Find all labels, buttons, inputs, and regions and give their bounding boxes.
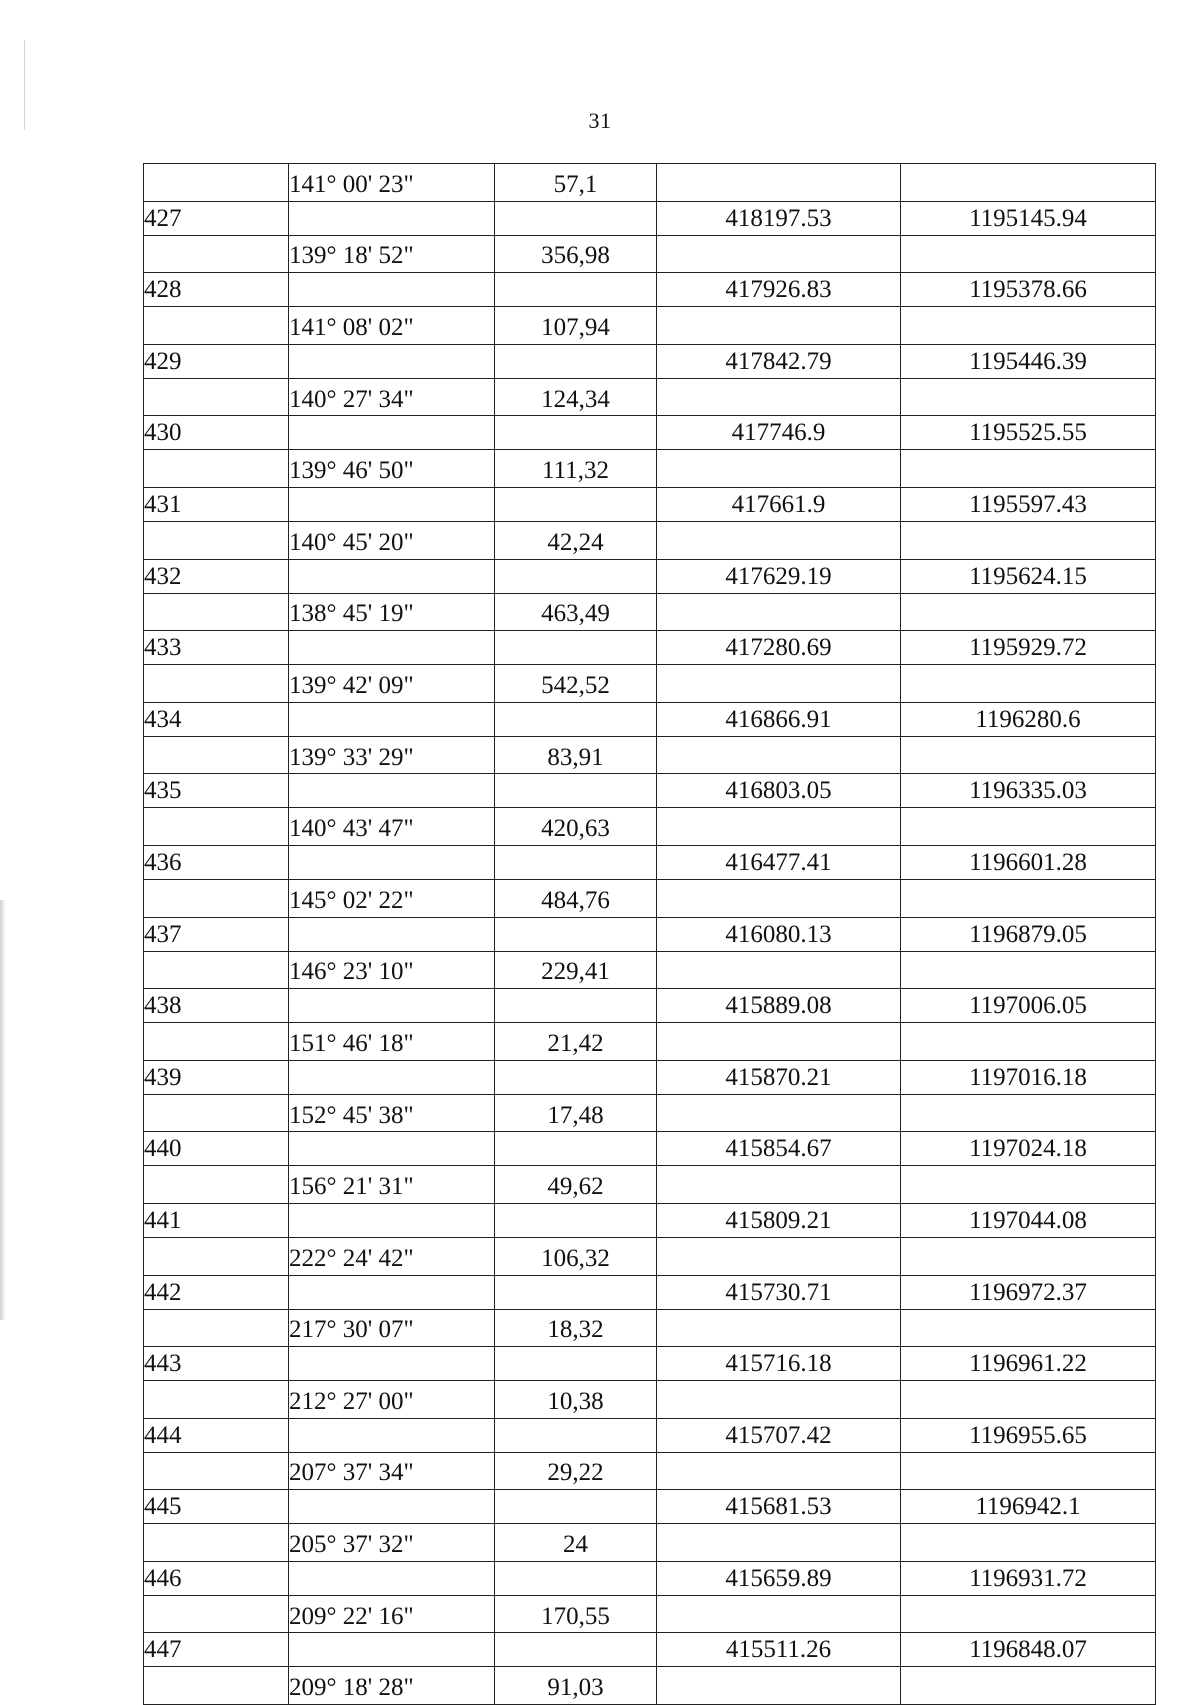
point-number-cell — [144, 164, 289, 202]
distance-cell — [495, 631, 657, 665]
y-coordinate-cell — [901, 1595, 1156, 1633]
direction-angle-cell — [289, 631, 495, 665]
page-number: 31 — [588, 108, 612, 133]
x-coordinate-cell — [657, 593, 901, 631]
distance-cell: 29,22 — [495, 1452, 657, 1490]
y-coordinate-cell — [901, 593, 1156, 631]
table-row — [144, 1203, 1156, 1237]
y-coordinate-cell: 1195929.72 — [901, 631, 1156, 665]
point-number-cell: 444 — [144, 1418, 289, 1452]
y-coordinate-cell — [901, 879, 1156, 917]
table-row — [144, 1132, 1156, 1166]
table-row — [144, 1595, 1156, 1633]
scan-edge-shadow — [0, 900, 6, 1320]
direction-angle-cell — [289, 1561, 495, 1595]
distance-cell — [495, 917, 657, 951]
table-row — [144, 1166, 1156, 1204]
direction-angle-cell — [289, 416, 495, 450]
table-row — [144, 1490, 1156, 1524]
direction-angle-cell — [289, 1633, 495, 1667]
y-coordinate-cell: 1195145.94 — [901, 201, 1156, 235]
distance-cell: 106,32 — [495, 1237, 657, 1275]
direction-angle-cell — [289, 1418, 495, 1452]
table-row — [144, 378, 1156, 416]
x-coordinate-cell: 416803.05 — [657, 774, 901, 808]
point-number-cell — [144, 879, 289, 917]
point-number-cell — [144, 1524, 289, 1562]
direction-angle-cell: 212° 27' 00" — [289, 1381, 495, 1419]
x-coordinate-cell — [657, 378, 901, 416]
direction-angle-cell — [289, 559, 495, 593]
table-row — [144, 989, 1156, 1023]
point-number-cell — [144, 1595, 289, 1633]
point-number-cell: 447 — [144, 1633, 289, 1667]
x-coordinate-cell: 415854.67 — [657, 1132, 901, 1166]
y-coordinate-cell — [901, 1166, 1156, 1204]
y-coordinate-cell — [901, 665, 1156, 703]
distance-cell: 229,41 — [495, 951, 657, 989]
table-row — [144, 593, 1156, 631]
x-coordinate-cell — [657, 1094, 901, 1132]
y-coordinate-cell: 1197044.08 — [901, 1203, 1156, 1237]
point-number-cell: 445 — [144, 1490, 289, 1524]
distance-cell — [495, 1275, 657, 1309]
x-coordinate-cell — [657, 1023, 901, 1061]
direction-angle-cell — [289, 774, 495, 808]
table-row — [144, 1381, 1156, 1419]
distance-cell — [495, 1633, 657, 1667]
point-number-cell — [144, 808, 289, 846]
y-coordinate-cell: 1197006.05 — [901, 989, 1156, 1023]
direction-angle-cell: 139° 46' 50" — [289, 450, 495, 488]
x-coordinate-cell — [657, 307, 901, 345]
x-coordinate-cell: 415730.71 — [657, 1275, 901, 1309]
point-number-cell: 434 — [144, 702, 289, 736]
direction-angle-cell — [289, 1347, 495, 1381]
table-row — [144, 845, 1156, 879]
distance-cell — [495, 1561, 657, 1595]
x-coordinate-cell: 418197.53 — [657, 201, 901, 235]
y-coordinate-cell: 1196961.22 — [901, 1347, 1156, 1381]
y-coordinate-cell: 1195446.39 — [901, 344, 1156, 378]
distance-cell — [495, 989, 657, 1023]
distance-cell: 42,24 — [495, 521, 657, 559]
direction-angle-cell: 140° 45' 20" — [289, 521, 495, 559]
point-number-cell: 427 — [144, 201, 289, 235]
distance-cell: 49,62 — [495, 1166, 657, 1204]
direction-angle-cell: 209° 18' 28" — [289, 1667, 495, 1705]
table-row — [144, 1023, 1156, 1061]
direction-angle-cell — [289, 273, 495, 307]
direction-angle-cell: 151° 46' 18" — [289, 1023, 495, 1061]
x-coordinate-cell — [657, 164, 901, 202]
direction-angle-cell — [289, 1132, 495, 1166]
y-coordinate-cell — [901, 1381, 1156, 1419]
table-row — [144, 521, 1156, 559]
point-number-cell: 441 — [144, 1203, 289, 1237]
y-coordinate-cell: 1195525.55 — [901, 416, 1156, 450]
y-coordinate-cell — [901, 1094, 1156, 1132]
direction-angle-cell: 152° 45' 38" — [289, 1094, 495, 1132]
table-row — [144, 879, 1156, 917]
y-coordinate-cell: 1196955.65 — [901, 1418, 1156, 1452]
y-coordinate-cell: 1196601.28 — [901, 845, 1156, 879]
point-number-cell: 443 — [144, 1347, 289, 1381]
direction-angle-cell: 205° 37' 32" — [289, 1524, 495, 1562]
table-row — [144, 1452, 1156, 1490]
y-coordinate-cell: 1195378.66 — [901, 273, 1156, 307]
table-row — [144, 344, 1156, 378]
x-coordinate-cell: 415707.42 — [657, 1418, 901, 1452]
table-row — [144, 1561, 1156, 1595]
x-coordinate-cell — [657, 1166, 901, 1204]
distance-cell — [495, 845, 657, 879]
direction-angle-cell: 139° 42' 09" — [289, 665, 495, 703]
distance-cell — [495, 559, 657, 593]
point-number-cell — [144, 307, 289, 345]
direction-angle-cell: 146° 23' 10" — [289, 951, 495, 989]
distance-cell: 24 — [495, 1524, 657, 1562]
table-row — [144, 273, 1156, 307]
point-number-cell — [144, 1023, 289, 1061]
y-coordinate-cell: 1196879.05 — [901, 917, 1156, 951]
table-row — [144, 307, 1156, 345]
direction-angle-cell: 141° 08' 02" — [289, 307, 495, 345]
distance-cell: 542,52 — [495, 665, 657, 703]
direction-angle-cell: 140° 27' 34" — [289, 378, 495, 416]
direction-angle-cell — [289, 1275, 495, 1309]
x-coordinate-cell: 415681.53 — [657, 1490, 901, 1524]
x-coordinate-cell: 417661.9 — [657, 487, 901, 521]
table-row — [144, 774, 1156, 808]
table-row — [144, 1667, 1156, 1705]
point-number-cell — [144, 665, 289, 703]
distance-cell — [495, 1490, 657, 1524]
distance-cell: 57,1 — [495, 164, 657, 202]
x-coordinate-cell: 417842.79 — [657, 344, 901, 378]
y-coordinate-cell: 1195597.43 — [901, 487, 1156, 521]
x-coordinate-cell: 415716.18 — [657, 1347, 901, 1381]
x-coordinate-cell — [657, 1309, 901, 1347]
x-coordinate-cell — [657, 1667, 901, 1705]
point-number-cell — [144, 521, 289, 559]
point-number-cell — [144, 593, 289, 631]
direction-angle-cell — [289, 344, 495, 378]
table-row — [144, 1237, 1156, 1275]
point-number-cell: 440 — [144, 1132, 289, 1166]
y-coordinate-cell — [901, 1524, 1156, 1562]
direction-angle-cell: 217° 30' 07" — [289, 1309, 495, 1347]
point-number-cell — [144, 450, 289, 488]
x-coordinate-cell — [657, 1595, 901, 1633]
point-number-cell: 433 — [144, 631, 289, 665]
distance-cell — [495, 1347, 657, 1381]
y-coordinate-cell — [901, 307, 1156, 345]
y-coordinate-cell: 1197024.18 — [901, 1132, 1156, 1166]
x-coordinate-cell — [657, 235, 901, 273]
point-number-cell — [144, 1381, 289, 1419]
y-coordinate-cell — [901, 1023, 1156, 1061]
table-row — [144, 702, 1156, 736]
y-coordinate-cell: 1195624.15 — [901, 559, 1156, 593]
x-coordinate-cell: 416866.91 — [657, 702, 901, 736]
point-number-cell: 429 — [144, 344, 289, 378]
table-row — [144, 665, 1156, 703]
x-coordinate-cell — [657, 521, 901, 559]
point-number-cell: 439 — [144, 1060, 289, 1094]
distance-cell: 10,38 — [495, 1381, 657, 1419]
y-coordinate-cell — [901, 951, 1156, 989]
x-coordinate-cell — [657, 951, 901, 989]
table-row — [144, 631, 1156, 665]
point-number-cell — [144, 378, 289, 416]
table-row — [144, 416, 1156, 450]
table-row — [144, 736, 1156, 774]
y-coordinate-cell — [901, 235, 1156, 273]
direction-angle-cell — [289, 845, 495, 879]
x-coordinate-cell: 417629.19 — [657, 559, 901, 593]
y-coordinate-cell: 1196848.07 — [901, 1633, 1156, 1667]
distance-cell — [495, 702, 657, 736]
y-coordinate-cell — [901, 450, 1156, 488]
distance-cell — [495, 1418, 657, 1452]
table-row — [144, 1347, 1156, 1381]
distance-cell — [495, 1203, 657, 1237]
distance-cell: 124,34 — [495, 378, 657, 416]
point-number-cell — [144, 1166, 289, 1204]
distance-cell — [495, 416, 657, 450]
coordinates-table — [143, 163, 1156, 1705]
direction-angle-cell: 222° 24' 42" — [289, 1237, 495, 1275]
point-number-cell — [144, 951, 289, 989]
distance-cell: 17,48 — [495, 1094, 657, 1132]
x-coordinate-cell: 417746.9 — [657, 416, 901, 450]
direction-angle-cell: 145° 02' 22" — [289, 879, 495, 917]
distance-cell — [495, 774, 657, 808]
x-coordinate-cell — [657, 1452, 901, 1490]
y-coordinate-cell: 1196942.1 — [901, 1490, 1156, 1524]
direction-angle-cell: 156° 21' 31" — [289, 1166, 495, 1204]
y-coordinate-cell — [901, 1667, 1156, 1705]
x-coordinate-cell — [657, 879, 901, 917]
distance-cell: 21,42 — [495, 1023, 657, 1061]
distance-cell: 484,76 — [495, 879, 657, 917]
y-coordinate-cell — [901, 1452, 1156, 1490]
table-row — [144, 1094, 1156, 1132]
direction-angle-cell — [289, 702, 495, 736]
x-coordinate-cell: 416080.13 — [657, 917, 901, 951]
y-coordinate-cell: 1196972.37 — [901, 1275, 1156, 1309]
direction-angle-cell — [289, 1060, 495, 1094]
table-row — [144, 951, 1156, 989]
direction-angle-cell: 139° 33' 29" — [289, 736, 495, 774]
point-number-cell: 431 — [144, 487, 289, 521]
x-coordinate-cell — [657, 450, 901, 488]
direction-angle-cell — [289, 487, 495, 521]
table-row — [144, 164, 1156, 202]
x-coordinate-cell — [657, 808, 901, 846]
point-number-cell — [144, 235, 289, 273]
table-row — [144, 559, 1156, 593]
distance-cell: 170,55 — [495, 1595, 657, 1633]
distance-cell — [495, 344, 657, 378]
direction-angle-cell: 139° 18' 52" — [289, 235, 495, 273]
x-coordinate-cell — [657, 736, 901, 774]
table-row — [144, 450, 1156, 488]
x-coordinate-cell: 415889.08 — [657, 989, 901, 1023]
x-coordinate-cell — [657, 665, 901, 703]
table-row — [144, 235, 1156, 273]
x-coordinate-cell — [657, 1524, 901, 1562]
table-row — [144, 201, 1156, 235]
x-coordinate-cell: 417280.69 — [657, 631, 901, 665]
y-coordinate-cell: 1196931.72 — [901, 1561, 1156, 1595]
distance-cell: 463,49 — [495, 593, 657, 631]
point-number-cell: 436 — [144, 845, 289, 879]
x-coordinate-cell: 415809.21 — [657, 1203, 901, 1237]
table-row — [144, 808, 1156, 846]
distance-cell — [495, 273, 657, 307]
distance-cell: 111,32 — [495, 450, 657, 488]
x-coordinate-cell: 415511.26 — [657, 1633, 901, 1667]
y-coordinate-cell — [901, 736, 1156, 774]
direction-angle-cell: 140° 43' 47" — [289, 808, 495, 846]
point-number-cell — [144, 1309, 289, 1347]
x-coordinate-cell — [657, 1381, 901, 1419]
distance-cell — [495, 1132, 657, 1166]
point-number-cell: 432 — [144, 559, 289, 593]
table-row — [144, 1275, 1156, 1309]
x-coordinate-cell — [657, 1237, 901, 1275]
point-number-cell: 435 — [144, 774, 289, 808]
direction-angle-cell — [289, 989, 495, 1023]
point-number-cell — [144, 1667, 289, 1705]
table-row — [144, 917, 1156, 951]
table-row — [144, 1633, 1156, 1667]
x-coordinate-cell: 415659.89 — [657, 1561, 901, 1595]
point-number-cell — [144, 736, 289, 774]
table-row — [144, 1060, 1156, 1094]
y-coordinate-cell — [901, 1237, 1156, 1275]
y-coordinate-cell — [901, 521, 1156, 559]
point-number-cell — [144, 1237, 289, 1275]
point-number-cell: 428 — [144, 273, 289, 307]
direction-angle-cell: 209° 22' 16" — [289, 1595, 495, 1633]
point-number-cell: 442 — [144, 1275, 289, 1309]
distance-cell — [495, 201, 657, 235]
point-number-cell: 430 — [144, 416, 289, 450]
y-coordinate-cell: 1196335.03 — [901, 774, 1156, 808]
distance-cell — [495, 487, 657, 521]
point-number-cell: 437 — [144, 917, 289, 951]
direction-angle-cell — [289, 201, 495, 235]
distance-cell: 18,32 — [495, 1309, 657, 1347]
direction-angle-cell: 141° 00' 23" — [289, 164, 495, 202]
point-number-cell: 446 — [144, 1561, 289, 1595]
distance-cell — [495, 1060, 657, 1094]
x-coordinate-cell: 415870.21 — [657, 1060, 901, 1094]
y-coordinate-cell: 1197016.18 — [901, 1060, 1156, 1094]
point-number-cell: 438 — [144, 989, 289, 1023]
y-coordinate-cell — [901, 378, 1156, 416]
x-coordinate-cell: 417926.83 — [657, 273, 901, 307]
point-number-cell — [144, 1452, 289, 1490]
direction-angle-cell — [289, 1203, 495, 1237]
distance-cell: 107,94 — [495, 307, 657, 345]
direction-angle-cell: 207° 37' 34" — [289, 1452, 495, 1490]
direction-angle-cell — [289, 917, 495, 951]
table-row — [144, 1524, 1156, 1562]
y-coordinate-cell: 1196280.6 — [901, 702, 1156, 736]
coordinates-table-body — [144, 164, 1156, 1705]
distance-cell: 91,03 — [495, 1667, 657, 1705]
direction-angle-cell — [289, 1490, 495, 1524]
table-row — [144, 487, 1156, 521]
direction-angle-cell: 138° 45' 19" — [289, 593, 495, 631]
y-coordinate-cell — [901, 808, 1156, 846]
table-row — [144, 1309, 1156, 1347]
y-coordinate-cell — [901, 1309, 1156, 1347]
y-coordinate-cell — [901, 164, 1156, 202]
distance-cell: 420,63 — [495, 808, 657, 846]
distance-cell: 356,98 — [495, 235, 657, 273]
x-coordinate-cell: 416477.41 — [657, 845, 901, 879]
distance-cell: 83,91 — [495, 736, 657, 774]
table-row — [144, 1418, 1156, 1452]
point-number-cell — [144, 1094, 289, 1132]
